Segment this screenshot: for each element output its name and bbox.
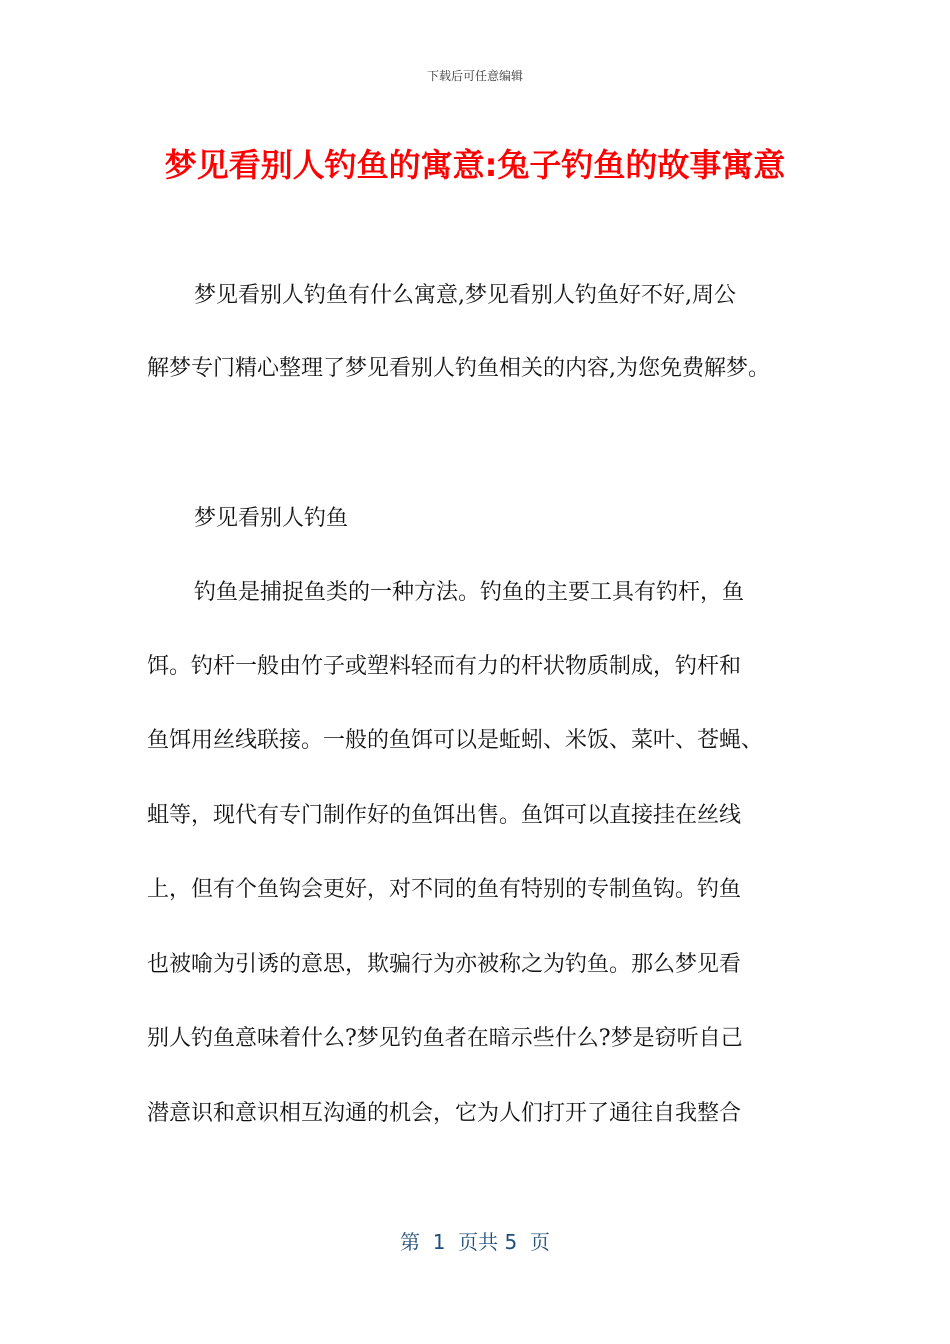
page-number-footer: 第 1 页共 5 页 (400, 1230, 550, 1254)
body-line: 潜意识和意识相互沟通的机会，它为人们打开了通往自我整合 (147, 1101, 742, 1126)
body-line: 饵。钓杆一般由竹子或塑料轻而有力的杆状物质制成，钓杆和 (147, 654, 742, 679)
document-title: 梦见看别人钓鱼的寓意:兔子钓鱼的故事寓意 (164, 146, 786, 184)
body-line: 上，但有个鱼钩会更好，对不同的鱼有特别的专制鱼钩。钓鱼 (147, 877, 742, 902)
body-line: 也被喻为引诱的意思，欺骗行为亦被称之为钓鱼。那么梦见看 (147, 952, 742, 977)
body-line: 钓鱼是捕捉鱼类的一种方法。钓鱼的主要工具有钓杆，鱼 (194, 580, 745, 605)
intro-line-1: 梦见看别人钓鱼有什么寓意,梦见看别人钓鱼好不好,周公 (194, 283, 736, 308)
intro-line-2: 解梦专门精心整理了梦见看别人钓鱼相关的内容,为您免费解梦。 (147, 356, 770, 381)
body-line: 鱼饵用丝线联接。一般的鱼饵可以是蚯蚓、米饭、菜叶、苍蝇、 (147, 728, 764, 753)
header-note: 下载后可任意编辑 (426, 69, 523, 83)
body-line: 蛆等，现代有专门制作好的鱼饵出售。鱼饵可以直接挂在丝线 (147, 803, 742, 828)
body-line: 别人钓鱼意味着什么?梦见钓鱼者在暗示些什么?梦是窃听自己 (147, 1026, 743, 1051)
section-heading: 梦见看别人钓鱼 (194, 506, 349, 531)
